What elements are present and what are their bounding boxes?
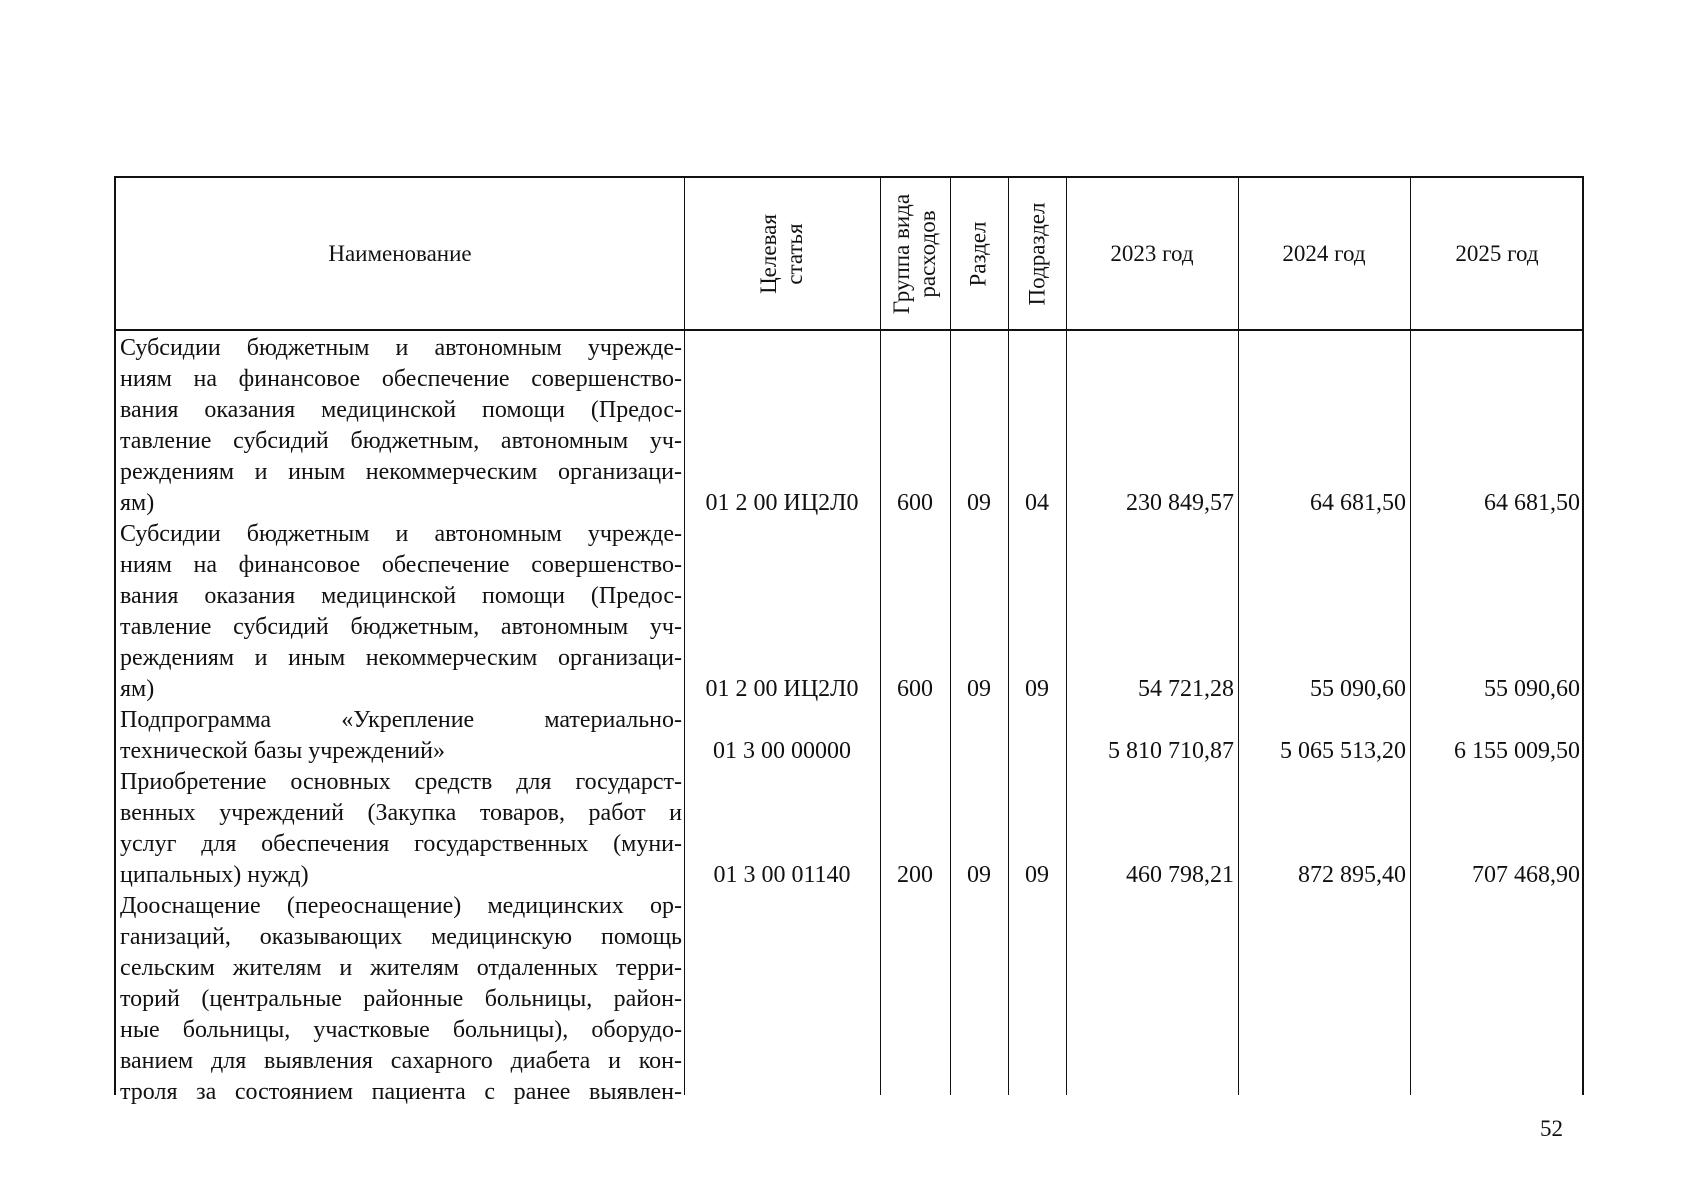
- name-line: реждениям и иным некоммерческим организаци-: [120, 645, 682, 671]
- header-divider: [116, 329, 1582, 331]
- name-line: тавление субсидий бюджетным, автономным уч-: [120, 428, 682, 454]
- target-code: 01 3 00 01140: [713, 862, 851, 888]
- name-line: ные больницы, участковые больницы), оборудо-: [120, 1017, 682, 1043]
- amount-2024: 64 681,50: [1310, 490, 1406, 516]
- header-subsection: [1008, 178, 1066, 329]
- header-group: [880, 178, 950, 329]
- amount-2023: 54 721,28: [1138, 676, 1234, 702]
- table-row-name: [120, 891, 682, 1108]
- header-2024: [1238, 178, 1410, 329]
- name-line: технической базы учреждений»: [120, 738, 445, 764]
- section-code: 09: [967, 862, 991, 888]
- name-line: ниям на финансовое обеспечение совершенство-: [120, 366, 682, 392]
- header-2025: [1410, 178, 1584, 329]
- header-subsection-text: Подраздел: [1024, 202, 1050, 305]
- amount-2024: 872 895,40: [1298, 862, 1406, 888]
- target-code: 01 2 00 ИЦ2Л0: [705, 676, 859, 702]
- header-group-text: [889, 193, 941, 313]
- name-line: ниям на финансовое обеспечение совершенство-: [120, 552, 682, 578]
- target-code: 01 2 00 ИЦ2Л0: [705, 490, 859, 516]
- amount-2024: 55 090,60: [1310, 676, 1406, 702]
- header-2023-text: 2023 год: [1110, 240, 1194, 266]
- name-line: ям): [120, 490, 155, 516]
- subsection-code: 09: [1025, 676, 1049, 702]
- header-target: [684, 178, 880, 329]
- header-target-line1: Целевая: [755, 213, 781, 294]
- amount-2025: 55 090,60: [1484, 676, 1580, 702]
- page-number: 52: [1540, 1116, 1563, 1141]
- header-group-line1: Группа вида: [889, 193, 915, 314]
- expense-group: 200: [897, 862, 933, 888]
- name-line: ципальных) нужд): [120, 862, 309, 888]
- expense-group: 600: [897, 490, 933, 516]
- table-row-name: [120, 705, 682, 767]
- name-line: торий (центральные районные больницы, район-: [120, 986, 682, 1012]
- expense-group: 600: [897, 676, 933, 702]
- name-line: Дооснащение (переоснащение) медицинских ор-: [120, 893, 682, 919]
- header-name: [116, 178, 684, 329]
- target-code: 01 3 00 00000: [713, 738, 851, 764]
- subsection-code: 09: [1025, 862, 1049, 888]
- name-line: Субсидии бюджетным и автономным учрежде-: [120, 521, 682, 547]
- name-line: ям): [120, 676, 155, 702]
- header-name-text: Наименование: [328, 240, 472, 266]
- header-section: [950, 178, 1008, 329]
- section-code: 09: [967, 676, 991, 702]
- name-line: Подпрограмма «Укрепление материально-: [120, 707, 682, 733]
- amount-2023: 230 849,57: [1126, 490, 1234, 516]
- section-code: 09: [967, 490, 991, 516]
- name-line: Приобретение основных средств для государст-: [120, 769, 682, 795]
- name-line: венных учреждений (Закупка товаров, работ и: [120, 800, 682, 826]
- table-row-name: [120, 767, 682, 891]
- name-line: сельским жителям и жителям отдаленных терри-: [120, 955, 682, 981]
- name-line: троля за состоянием пациента с ранее выявлен-: [120, 1079, 682, 1105]
- amount-2023: 5 810 710,87: [1108, 738, 1234, 764]
- header-group-line2: расходов: [915, 209, 941, 298]
- name-line: ганизаций, оказывающих медицинскую помощь: [120, 924, 682, 950]
- name-line: ванием для выявления сахарного диабета и кон-: [120, 1048, 682, 1074]
- subsection-code: 04: [1025, 490, 1049, 516]
- name-line: реждениям и иным некоммерческим организаци-: [120, 459, 682, 485]
- name-line: вания оказания медицинской помощи (Предос-: [120, 397, 682, 423]
- header-2024-text: 2024 год: [1282, 240, 1366, 266]
- amount-2024: 5 065 513,20: [1280, 738, 1406, 764]
- header-target-text: [756, 214, 808, 294]
- header-2023: [1066, 178, 1238, 329]
- amount-2023: 460 798,21: [1126, 862, 1234, 888]
- amount-2025: 6 155 009,50: [1454, 738, 1580, 764]
- header-target-line2: статья: [781, 222, 807, 285]
- amount-2025: 707 468,90: [1472, 862, 1580, 888]
- table-row-name: [120, 333, 682, 519]
- header-2025-text: 2025 год: [1455, 240, 1539, 266]
- budget-table: [114, 176, 1584, 1105]
- amount-2025: 64 681,50: [1484, 490, 1580, 516]
- header-section-text: Раздел: [966, 220, 991, 287]
- name-line: Субсидии бюджетным и автономным учрежде-: [120, 335, 682, 361]
- name-line: вания оказания медицинской помощи (Предос-: [120, 583, 682, 609]
- table-row-name: [120, 519, 682, 705]
- name-line: услуг для обеспечения государственных (муни-: [120, 831, 682, 857]
- name-line: тавление субсидий бюджетным, автономным уч-: [120, 614, 682, 640]
